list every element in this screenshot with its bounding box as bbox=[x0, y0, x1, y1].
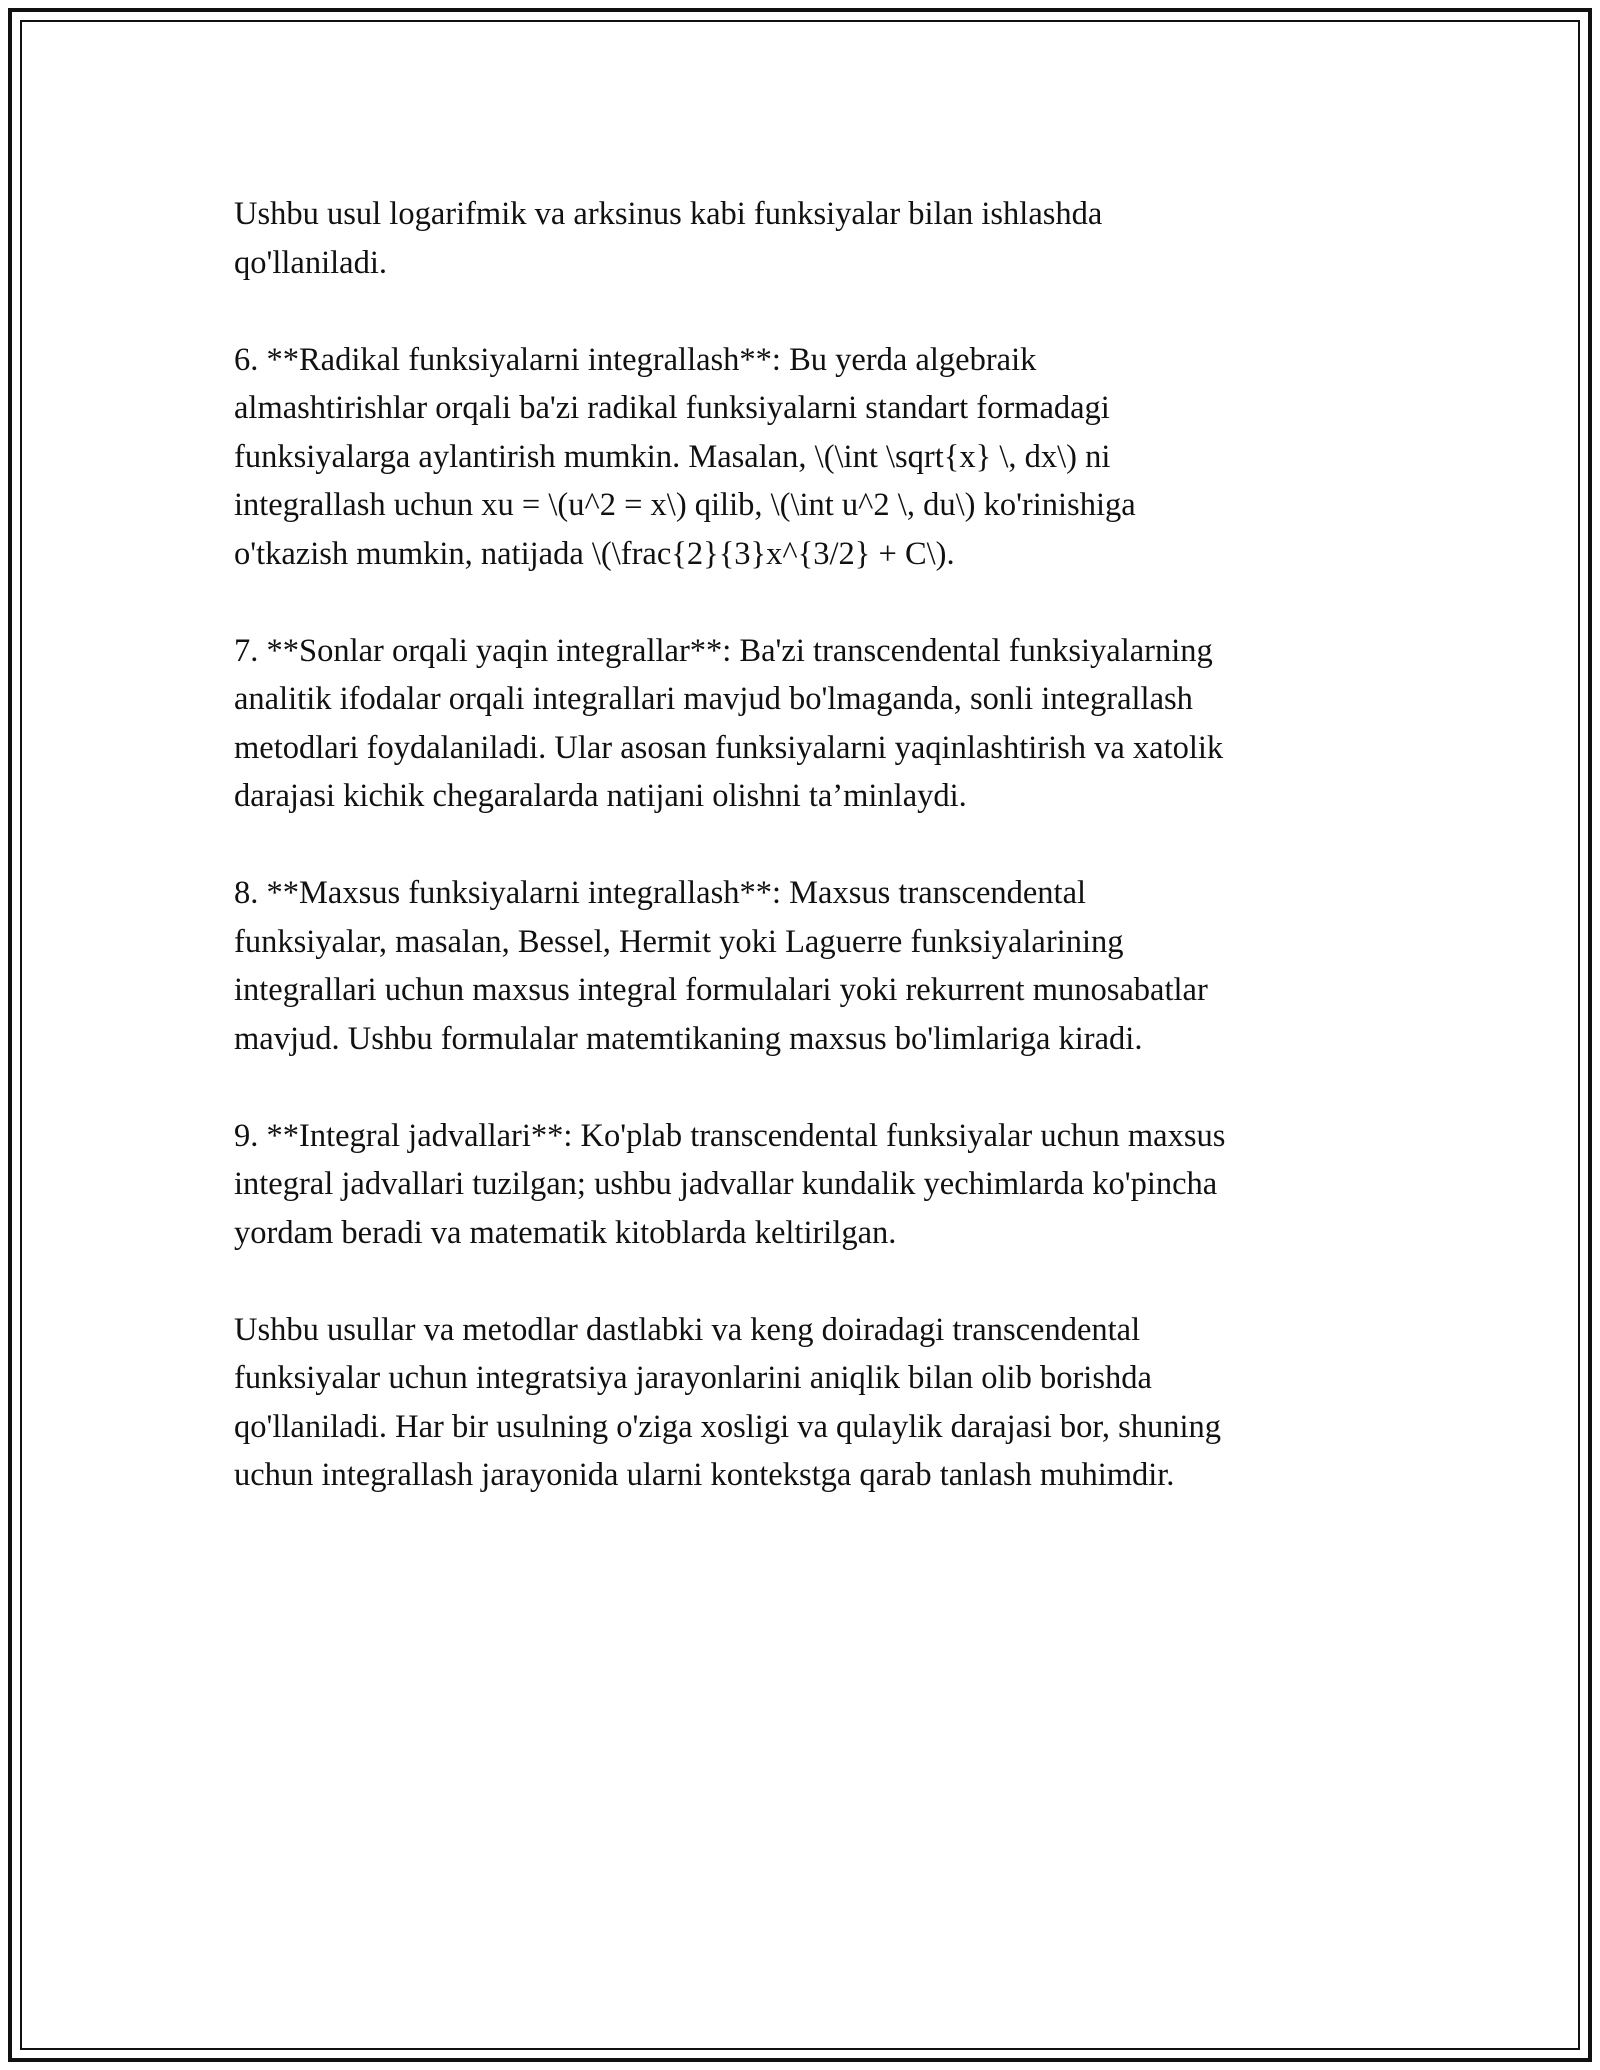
paragraph-item-8-special-functions: 8. **Maxsus funksiyalarni integrallash**: Maxsus transcendental funksiyalar, masalan, Bessel, Hermit yoki Laguerre funksiyalarining integrallari uchun maxsus integral formulalari yoki rekurrent munosabatlar mavjud. Ushbu formulalar matemtikaning maxsus bo'limlariga kiradi. bbox=[234, 875, 1208, 1057]
paragraph-intro-continuation: Ushbu usul logarifmik va arksinus kabi funksiyalar bilan ishlashda qo'llaniladi. bbox=[234, 196, 1103, 281]
document-body bbox=[234, 190, 1364, 1548]
paragraph-item-7-numerical-integrals: 7. **Sonlar orqali yaqin integrallar**: Ba'zi transcendental funksiyalarning analitik ifodalar orqali integrallari mavjud bo'lmaganda, sonli integrallash metodlari foydalaniladi. Ular asosan funksiyalarni yaqinlashtirish va xatolik darajasi kichik chegaralarda natijani olishni ta’minlaydi. bbox=[234, 632, 1224, 814]
paragraph-conclusion: Ushbu usullar va metodlar dastlabki va keng doiradagi transcendental funksiyalar uchun integratsiya jarayonlarini aniqlik bilan olib borishda qo'llaniladi. Har bir usulning o'ziga xosligi va qulaylik darajasi bor, shuning uchun integrallash jarayonida ularni kontekstga qarab tanlash muhimdir. bbox=[234, 1311, 1222, 1493]
paragraph-item-9-integral-tables: 9. **Integral jadvallari**: Ko'plab transcendental funksiyalar uchun maxsus integral jadvallari tuzilgan; ushbu jadvallar kundalik yechimlarda ko'pincha yordam beradi va matematik kitoblarda keltirilgan. bbox=[234, 1117, 1226, 1251]
paragraph-item-6-radical-integration: 6. **Radikal funksiyalarni integrallash**: Bu yerda algebraik almashtirishlar orqali ba'zi radikal funksiyalarni standart formadagi funksiyalarga aylantirish mumkin. Masalan, \(\int \sqrt{x} \, dx\) ni integrallash uchun xu = \(u^2 = x\) qilib, \(\int u^2 \, du\) ko'rinishiga o'tkazish mumkin, natijada \(\frac{2}{3}x^{3/2} + C\). bbox=[234, 341, 1136, 572]
